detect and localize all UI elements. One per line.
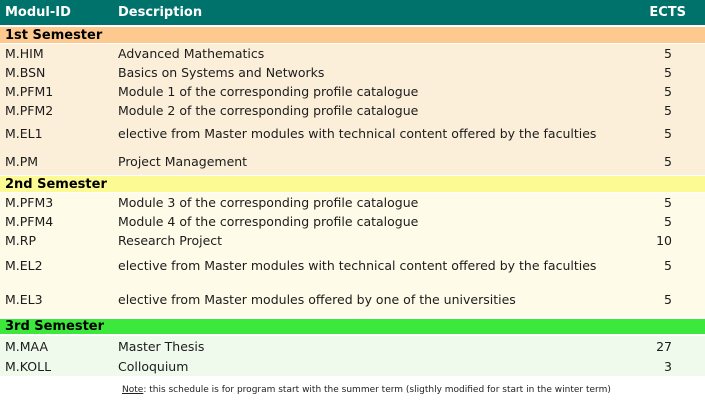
footnote [0, 376, 705, 402]
ects-cell: 5 [664, 258, 672, 273]
table-row [0, 231, 705, 250]
description-cell: Research Project [118, 233, 223, 248]
column-header-modul-id: Modul-ID [5, 5, 71, 20]
modul-id-cell: M.HIM [5, 46, 44, 61]
table-row [0, 147, 705, 175]
section-header-3rd-semester: 3rd Semester [0, 319, 705, 334]
ects-cell: 5 [664, 65, 672, 80]
table-row [0, 44, 705, 63]
modul-id-cell: M.BSN [5, 65, 46, 80]
ects-cell: 5 [664, 195, 672, 210]
ects-cell: 3 [664, 358, 672, 374]
section-header-2nd-semester: 2nd Semester [0, 176, 705, 192]
modul-id-cell: M.PFM3 [5, 195, 54, 210]
description-cell: Advanced Mathematics [118, 46, 265, 61]
ects-cell: 27 [656, 338, 672, 354]
table-row [0, 281, 705, 317]
footnote-text: : this schedule is for program start with the summer term (sligthly modified for start in the winter term) [143, 385, 611, 395]
ects-cell: 5 [664, 214, 672, 229]
table-row [0, 63, 705, 82]
ects-cell: 5 [664, 291, 672, 307]
modul-id-cell: M.EL3 [5, 291, 43, 307]
ects-cell: 5 [664, 46, 672, 61]
table-row [0, 82, 705, 101]
description-cell: Module 3 of the corresponding profile catalogue [118, 195, 419, 210]
table-row [0, 193, 705, 212]
table-row [0, 250, 705, 281]
description-cell: elective from Master modules with technical content offered by the faculties [118, 126, 597, 141]
description-cell: Basics on Systems and Networks [118, 65, 325, 80]
modul-id-cell: M.MAA [5, 338, 48, 354]
modul-id-cell: M.PM [5, 153, 39, 169]
column-header-ects: ECTS [649, 5, 686, 20]
description-cell: Project Management [118, 153, 248, 169]
table-row [0, 336, 705, 356]
ects-cell: 5 [664, 153, 672, 169]
table-row [0, 212, 705, 231]
table-row [0, 356, 705, 376]
ects-cell: 10 [656, 233, 672, 248]
modul-id-cell: M.EL1 [5, 126, 43, 141]
description-cell: Module 2 of the corresponding profile catalogue [118, 103, 419, 118]
description-cell: elective from Master modules with technical content offered by the faculties [118, 258, 597, 273]
modul-id-cell: M.PFM2 [5, 103, 54, 118]
ects-cell: 5 [664, 126, 672, 141]
section-header-1st-semester: 1st Semester [0, 27, 705, 43]
description-cell: Colloquium [118, 358, 189, 374]
description-cell: Module 1 of the corresponding profile catalogue [118, 84, 419, 99]
table-header-row [0, 0, 705, 26]
modul-id-cell: M.PFM1 [5, 84, 54, 99]
column-header-description: Description [118, 5, 203, 20]
description-cell: Module 4 of the corresponding profile catalogue [118, 214, 419, 229]
table-row [0, 120, 705, 147]
modul-id-cell: M.PFM4 [5, 214, 54, 229]
table-row [0, 101, 705, 120]
footnote-label: Note [122, 385, 144, 395]
ects-cell: 5 [664, 103, 672, 118]
modul-id-cell: M.RP [5, 233, 36, 248]
ects-cell: 5 [664, 84, 672, 99]
description-cell: Master Thesis [118, 338, 205, 354]
modul-id-cell: M.KOLL [5, 358, 52, 374]
description-cell: elective from Master modules offered by one of the universities [118, 291, 516, 307]
modul-id-cell: M.EL2 [5, 258, 43, 273]
